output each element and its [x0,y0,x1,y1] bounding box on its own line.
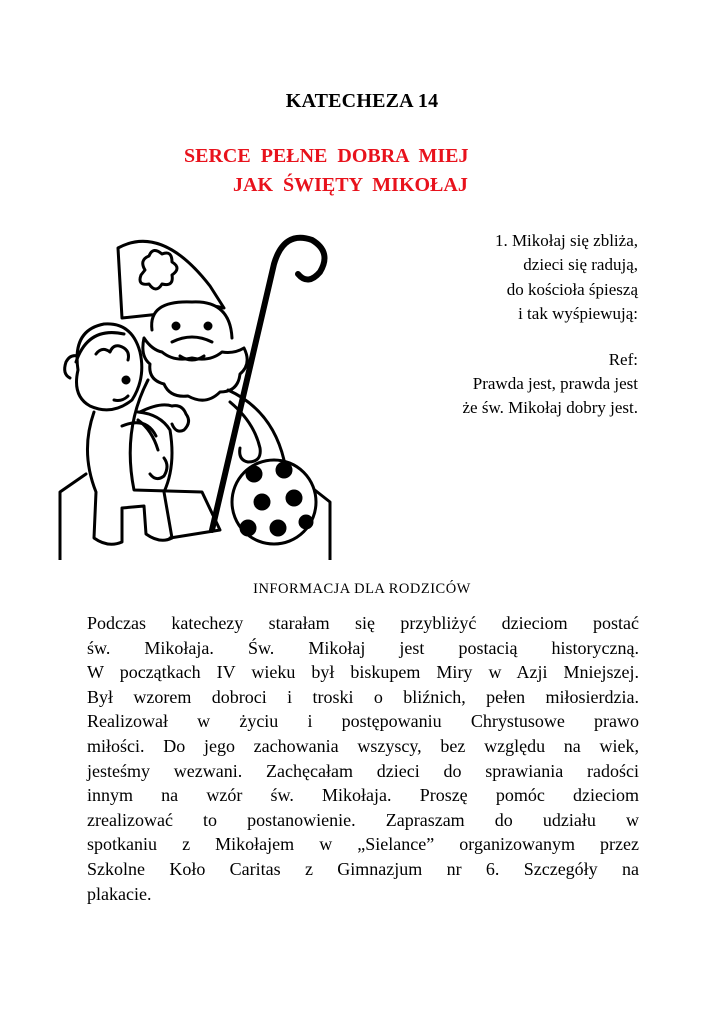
verse-line: 1. Mikołaj się zbliża, [494,231,638,250]
subtitle-line-2: JAK ŚWIĘTY MIKOŁAJ [233,174,468,196]
verse-line: i tak wyśpiewują: [518,304,638,324]
verse-line: dzieci się radują, [523,255,638,275]
page-title: KATECHEZA 14 [285,90,439,112]
paragraph-line: Realizował w życiu i postępowaniu Chrystusowe prawo [87,711,639,732]
verse-line: do kościoła śpieszą [506,279,638,299]
refrain-line: że św. Mikołaj dobry jest. [462,398,638,418]
paragraph-line: innym na wzór św. Mikołaja. Proszę pomóc dzieciom [87,785,639,806]
paragraph-line: św. Mikołaja. Św. Mikołaj jest postacią historyczną. [87,637,639,658]
paragraph-line: plakacie. [87,883,152,904]
paragraph-line: jesteśmy wezwani. Zachęcałam dzieci do sprawiania radości [87,760,639,781]
refrain-label: Ref: [608,349,638,369]
paragraph-line: Podczas katechezy starałam się przybliżyć dzieciom postać [87,613,639,633]
info-heading: INFORMACJA DLA RODZICÓW [253,581,471,597]
paragraph-line: Szkolne Koło Caritas z Gimnazjum nr 6. Szczegóły na [87,858,639,879]
saint-nicholas-with-child-illustration [52,230,332,560]
song-lyrics [463,229,638,421]
paragraph-line: spotkaniu z Mikołajem w „Sielance” organizowanym przez [87,834,639,855]
subtitle-line-1: SERCE PEŁNE DOBRA MIEJ [184,145,469,167]
parent-info-paragraph [87,611,639,906]
refrain-line: Prawda jest, prawda jest [472,374,638,394]
paragraph-line: miłości. Do jego zachowania wszyscy, bez względu na wiek, [87,735,639,756]
paragraph-line: W początkach IV wieku był biskupem Miry w Azji Mniejszej. [87,662,639,683]
paragraph-line: zrealizować to postanowienie. Zapraszam do udziału w [87,809,639,830]
paragraph-line: Był wzorem dobroci i troski o bliźnich, pełen miłosierdzia. [87,686,639,707]
